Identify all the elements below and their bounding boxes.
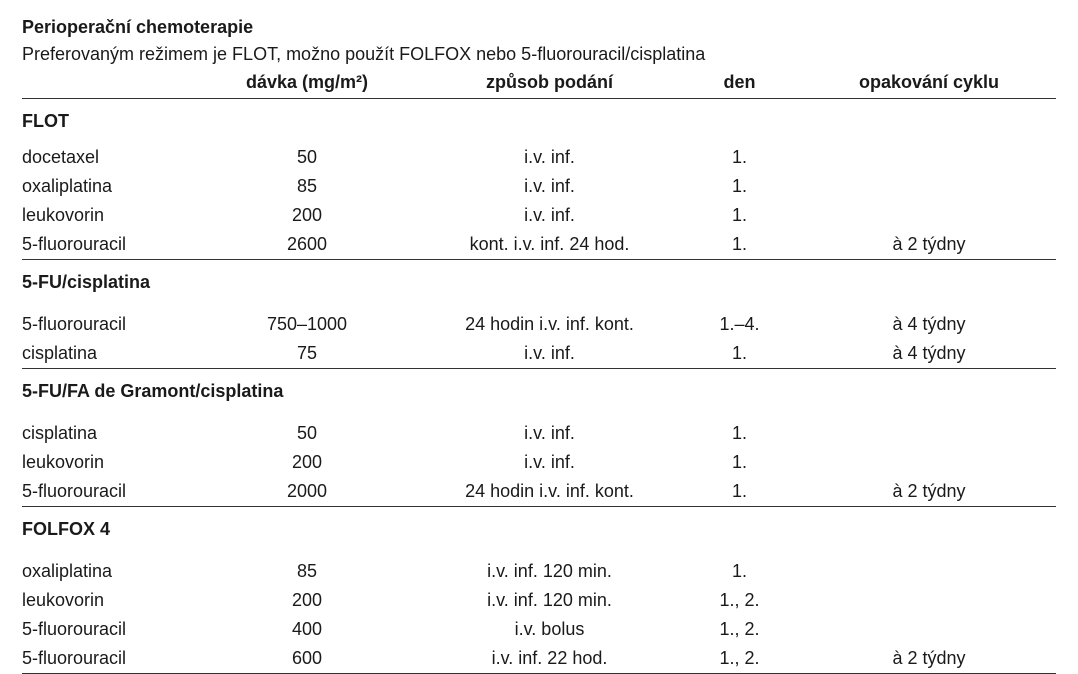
table-row	[22, 172, 1056, 201]
cell-route: i.v. inf. 120 min.	[487, 590, 612, 610]
cell-dose: 85	[296, 561, 318, 581]
cell-cycle	[802, 615, 1056, 644]
table-row	[22, 310, 1056, 339]
cell-day: 1.	[731, 205, 747, 225]
cell-route: i.v. inf.	[524, 147, 575, 167]
header-day: den	[677, 70, 802, 99]
table-row	[22, 477, 1056, 507]
header-dose: dávka (mg/m²)	[192, 70, 422, 99]
cell-day: 1.–4.	[719, 314, 760, 334]
cell-cycle: à 2 týdny	[802, 477, 1056, 507]
table-row	[22, 419, 1056, 448]
cell-day: 1.	[677, 339, 802, 369]
cell-cycle	[802, 143, 1056, 172]
chemotherapy-table	[22, 70, 1056, 674]
document-page	[22, 14, 1056, 674]
cell-drug: docetaxel	[22, 147, 100, 167]
cell-drug: oxaliplatina	[22, 561, 113, 581]
header-cycle: opakování cyklu	[802, 70, 1056, 99]
regimen-group-row	[22, 507, 1056, 558]
cell-day: 1.	[677, 230, 802, 260]
cell-dose: 75	[192, 339, 422, 369]
cell-day: 1.	[731, 147, 747, 167]
table-row	[22, 448, 1056, 477]
table-row	[22, 644, 1056, 674]
cell-dose: 200	[291, 205, 323, 225]
cell-route: i.v. bolus	[514, 619, 585, 639]
cell-drug: cisplatina	[22, 423, 98, 443]
cell-cycle	[802, 419, 1056, 448]
cell-drug: oxaliplatina	[22, 176, 113, 196]
page-subtitle: Preferovaným režimem je FLOT, možno použít FOLFOX nebo 5-fluorouracil/cisplatina	[22, 44, 706, 64]
page-title: Perioperační chemoterapie	[22, 17, 254, 37]
cell-drug: leukovorin	[22, 590, 105, 610]
cell-day: 1.	[731, 176, 747, 196]
cell-day: 1., 2.	[719, 619, 760, 639]
cell-cycle: à 2 týdny	[802, 230, 1056, 260]
cell-dose: 750–1000	[266, 314, 348, 334]
regimen-name: 5-FU/FA de Gramont/cisplatina	[22, 381, 284, 401]
cell-day: 1.	[731, 561, 747, 581]
cell-drug: 5-fluorouracil	[22, 314, 127, 334]
cell-drug: 5-fluorouracil	[22, 477, 192, 507]
cell-route: kont. i.v. inf. 24 hod.	[422, 230, 677, 260]
cell-dose: 2000	[192, 477, 422, 507]
cell-day: 1., 2.	[719, 590, 760, 610]
cell-route: i.v. inf. 22 hod.	[422, 644, 677, 674]
cell-dose: 85	[296, 176, 318, 196]
cell-cycle	[802, 201, 1056, 230]
cell-drug: leukovorin	[22, 452, 105, 472]
table-row	[22, 201, 1056, 230]
header-drug	[22, 70, 192, 99]
cell-cycle	[802, 586, 1056, 615]
cell-route: 24 hodin i.v. inf. kont.	[422, 477, 677, 507]
cell-route: i.v. inf. 120 min.	[487, 561, 612, 581]
cell-cycle	[802, 557, 1056, 586]
cell-day: 1.	[731, 423, 747, 443]
cell-route: i.v. inf.	[524, 205, 575, 225]
cell-route: i.v. inf.	[524, 176, 575, 196]
regimen-name: FOLFOX 4	[22, 519, 111, 539]
regimen-group-row	[22, 99, 1056, 144]
cell-day: 1.	[677, 477, 802, 507]
cell-dose: 50	[296, 147, 318, 167]
cell-drug: 5-fluorouracil	[22, 230, 192, 260]
cell-route: i.v. inf.	[422, 339, 677, 369]
cell-drug: leukovorin	[22, 205, 105, 225]
table-header-row	[22, 70, 1056, 99]
table-row	[22, 230, 1056, 260]
table-row	[22, 339, 1056, 369]
cell-drug: 5-fluorouracil	[22, 619, 127, 639]
cell-route: i.v. inf.	[524, 452, 575, 472]
cell-cycle	[802, 172, 1056, 201]
table-row	[22, 615, 1056, 644]
cell-route: 24 hodin i.v. inf. kont.	[465, 314, 634, 334]
cell-day: 1.	[731, 452, 747, 472]
cell-dose: 200	[291, 452, 323, 472]
table-body	[22, 99, 1056, 674]
cell-drug: 5-fluorouracil	[22, 644, 192, 674]
cell-cycle	[802, 448, 1056, 477]
regimen-name: FLOT	[22, 111, 69, 131]
cell-route: i.v. inf.	[524, 423, 575, 443]
cell-dose: 200	[291, 590, 323, 610]
cell-dose: 400	[291, 619, 323, 639]
cell-cycle: à 4 týdny	[802, 339, 1056, 369]
cell-day: 1., 2.	[677, 644, 802, 674]
cell-drug: cisplatina	[22, 339, 192, 369]
cell-dose: 50	[296, 423, 318, 443]
table-row	[22, 143, 1056, 172]
cell-dose: 600	[192, 644, 422, 674]
cell-dose: 2600	[192, 230, 422, 260]
table-row	[22, 557, 1056, 586]
regimen-group-row	[22, 369, 1056, 420]
cell-cycle: à 4 týdny	[892, 314, 966, 334]
cell-cycle: à 2 týdny	[802, 644, 1056, 674]
regimen-group-row	[22, 260, 1056, 311]
table-row	[22, 586, 1056, 615]
regimen-name: 5-FU/cisplatina	[22, 272, 151, 292]
header-route: způsob podání	[422, 70, 677, 99]
